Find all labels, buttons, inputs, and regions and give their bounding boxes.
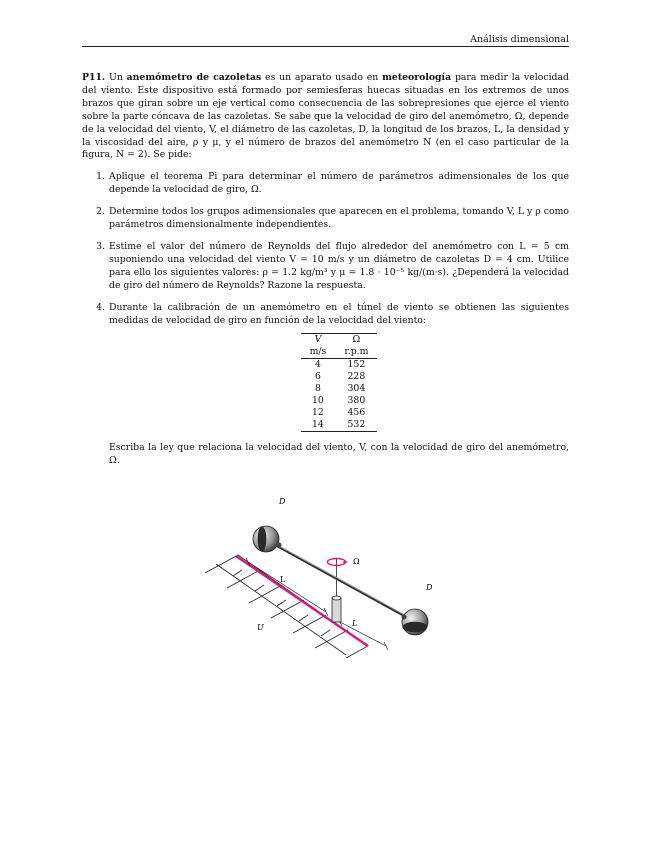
grid-line: [227, 570, 260, 588]
intro-c: para medir la velocidad del viento. Este dispositivo está formado por semiesferas huecas situadas en los extremos de unos brazos que giran sobre un eje vertical como consecuencia de las sobrepresiones que ejerce el viento sobre la parte cóncava de las cazoletas. Se sabe que la velocidad de giro del anemómetro, Ω, depende de la velocidad del viento, V, el diámetro de las cazoletas, D, la longitud de los brazos, L, la densidad y la viscosidad del aire, ρ y μ, y el número de brazos del anemómetro N (en el caso particular de la figura, N = 2). Se pide:: [82, 72, 569, 161]
table-units-row: [301, 346, 378, 359]
question-list: [82, 171, 569, 432]
header-omega: Ω: [352, 334, 361, 346]
question-1: 1. Aplique el teorema Pi para determinar el número de parámetros adimensionales de los que depende la velocidad de giro, Ω.: [108, 171, 569, 197]
table-row: [301, 359, 378, 372]
cell-omega: 152: [347, 359, 366, 371]
header-v: V: [314, 334, 322, 346]
term-meteorology: meteorología: [382, 72, 452, 83]
final-instruction: Escriba la ley que relaciona la velocidad del viento, V, con la velocidad de giro del anemómetro, Ω.: [109, 442, 569, 467]
cup-right-opening: [403, 622, 427, 632]
table-row: [301, 383, 378, 395]
cell-omega: 304: [347, 383, 366, 395]
question-3: 3. Estime el valor del número de Reynolds del flujo alrededor del anemómetro con L = 5 cm suponiendo una velocidad del viento V = 10 m/s y un diámetro de cazoletas D = 4 cm. Utilice para ello los siguientes valores: ρ = 1.2 kg/m³ y μ = 1.8 · 10⁻⁵ kg/(m·s). ¿Dependerá la velocidad de giro del número de Reynolds? Razone la respuesta.: [108, 241, 569, 293]
dimension-tick: [324, 608, 328, 616]
table-row: [301, 419, 378, 432]
shaft-top: [332, 596, 341, 600]
cup-right: [402, 609, 429, 635]
cell-v: 12: [312, 407, 324, 419]
intro-b: es un aparato usado en: [265, 72, 379, 83]
cup-left-joint: [277, 543, 282, 548]
label-l-upper: L: [280, 575, 286, 584]
anemometer-diagram: [190, 488, 450, 658]
ground-grid: [205, 555, 368, 658]
grid-line: [249, 585, 282, 603]
anemometer-figure: [190, 488, 450, 658]
dimension-tick: [384, 642, 388, 650]
cup-right-joint: [402, 615, 407, 620]
running-header: [82, 34, 569, 47]
wind-line: [236, 556, 368, 646]
wind-arrow: [299, 615, 308, 621]
label-d-left: D: [279, 497, 286, 506]
cell-v: 8: [314, 383, 321, 395]
header-title: Análisis dimensional: [470, 34, 569, 45]
calibration-table: [301, 333, 378, 432]
unit-v: m/s: [301, 346, 336, 359]
cell-v: 6: [314, 371, 321, 383]
table-row: [301, 395, 378, 407]
cell-v: 14: [312, 419, 324, 431]
label-omega: Ω: [353, 557, 360, 566]
cell-omega: 532: [347, 419, 366, 431]
cell-omega: 380: [347, 395, 366, 407]
grid-outline: [205, 555, 368, 658]
cell-omega: 228: [347, 371, 366, 383]
grid-line: [293, 615, 326, 633]
problem-statement: [82, 72, 569, 162]
label-u: U: [257, 623, 264, 632]
cell-v: 4: [314, 359, 321, 371]
shaft-base: [332, 598, 341, 622]
wind-arrow: [255, 585, 264, 591]
unit-omega: r.p.m: [335, 346, 377, 359]
wind-arrow: [233, 570, 242, 576]
term-anemometer: anemómetro de cazoletas: [126, 72, 262, 83]
table-header-row: [301, 334, 378, 347]
question-2: 2. Determine todos los grupos adimensionales que aparecen en el problema, tomando V, L y ρ como parámetros dimensionalmente independientes.: [108, 206, 569, 232]
table-row: [301, 407, 378, 419]
cup-left-opening: [258, 527, 266, 551]
grid-line: [271, 600, 304, 618]
question-4: [108, 302, 569, 433]
problem-content: [82, 72, 569, 468]
table-row: [301, 371, 378, 383]
question-4-text: Durante la calibración de un anemómetro en el túnel de viento se obtienen las siguientes medidas de velocidad de giro en función de la velocidad del viento:: [109, 301, 569, 326]
label-d-right: D: [426, 583, 433, 592]
shaft: [332, 558, 341, 622]
dimension-lines: [246, 558, 388, 650]
wind-arrow: [277, 600, 286, 606]
cell-omega: 456: [347, 407, 366, 419]
dimension-line-upper: [248, 562, 326, 612]
label-l-lower: L: [352, 619, 358, 628]
intro-a: Un: [108, 72, 123, 83]
wind-arrow: [321, 630, 330, 636]
cup-left: [253, 526, 282, 552]
problem-number: P11.: [82, 72, 106, 83]
table-wrap: [109, 333, 569, 432]
cell-v: 10: [312, 395, 324, 407]
